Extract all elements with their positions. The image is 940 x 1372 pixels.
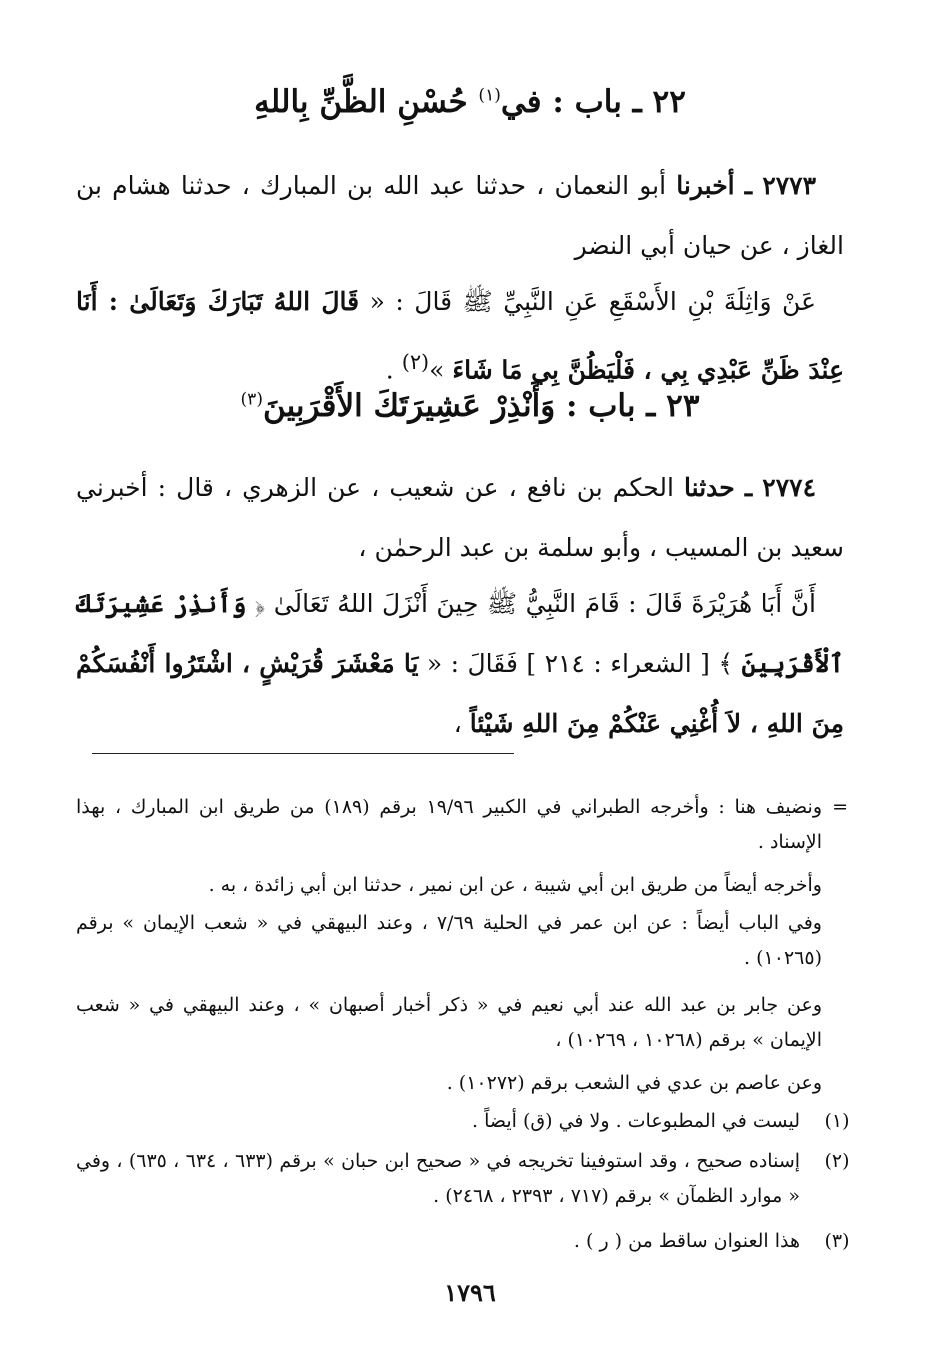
chapter-number: ٢٢ [652,84,686,120]
page-number: ١٧٩٦ [444,1278,496,1307]
chapter-prefix: : [565,388,578,424]
footnote-ref: (٢) [401,350,430,374]
verse-citation: [ الشعراء : ٢١٤ ] فَقَالَ : « [426,649,710,678]
footnote-number: (١) [824,1110,850,1132]
chapter-heading-22 [70,84,870,120]
footnote-continuation-4: وعن جابر بن عبد الله عند أبي نعيم في « ذكر أخبار أصبهان » ، وعند البيهقي في « شعب الإيمان » برقم (١٠٢٦٨ ، ١٠٢٦٩) ، [76,994,822,1051]
footnote-3: هذا العنوان ساقط من ( ر ) . [573,1230,800,1252]
isnad-text: أبو النعمان ، حدثنا عبد الله بن المبارك ، حدثنا هشام بن الغاز ، عن حيان أبي النضر [76,171,844,260]
footnote-1: ليست في المطبوعات . ولا في (ق) أيضاً . [472,1110,800,1132]
hadith-2773-matn [76,272,844,400]
matn-text: يَا مَعْشَرَ قُرَيْشٍ ، اشْتَرُوا أَنْفُسَكُمْ مِنَ اللهِ ، لاَ أُغْنِي عَنْكُمْ مِنَ اللهِ شَيْئاً [76,649,844,738]
matn-intro: أَنَّ أَبَا هُرَيْرَةَ قَالَ : قَامَ النَّبِيُّ ﷺ حِينَ أَنْزَلَ اللهُ تَعَالَىٰ ﴿ [254,589,816,618]
quran-verse: وَأَنذِرْ عَشِيرَتَكَ ٱلْأَقْرَبِينَ [76,589,844,678]
footnote-continuation-2: وأخرجه أيضاً من طريق ابن أبي شيبة ، عن ابن نمير ، حدثنا ابن أبي زائدة ، به . [208,874,822,896]
hadith-lead: حدثنا [684,473,735,502]
hadith-dash: ـ [744,473,753,502]
chapter-dash: ـ [646,388,656,424]
footnote-continuation-3: وفي الباب أيضاً : عن ابن عمر في الحلية ٧/٦٩ ، وعند البيهقي في « شعب الإيمان » برقم (١٠٢٦٥) . [76,912,822,969]
isnad-text: الحكم بن نافع ، عن شعيب ، عن الزهري ، قال : أخبرني سعيد بن المسيب ، وأبو سلمة بن عبد الرحمٰن ، [76,473,844,562]
matn-text: قَالَ اللهُ تَبَارَكَ وَتَعَالَىٰ : أَنَا عِنْدَ ظَنِّ عَبْدِي بِي ، فَلْيَظُنَّ بِي مَا شَاءَ [76,287,844,385]
footnote-continuation-5: وعن عاصم بن عدي في الشعب برقم (١٠٢٧٢) . [446,1072,822,1094]
hadith-2774-matn [76,574,844,754]
footnote-divider [92,753,514,754]
chapter-prefix: : في [500,84,564,120]
footnote-ref: (٣) [240,389,263,410]
hadith-number: ٢٧٧٤ [762,473,817,502]
matn-close: » [429,355,445,385]
matn-intro: عَنْ وَاثِلَةَ بْنِ الأَسْقَعِ عَنِ النَّبِيِّ ﷺ قَالَ : « [369,287,816,316]
footnote-ref: (١) [478,85,501,106]
hadith-2773-isnad [76,156,844,276]
matn-close: ، [453,709,462,738]
hadith-dash: ـ [744,171,753,200]
chapter-dash: ـ [632,84,642,120]
hadith-2774-isnad [76,458,844,578]
chapter-label: باب [574,84,622,120]
continuation-mark: = [832,796,848,818]
hadith-number: ٢٧٧٣ [762,171,817,200]
chapter-title: حُسْنِ الظَّنِّ بِاللهِ [254,84,468,120]
quran-close: ﴾ [718,649,733,678]
footnote-continuation-1: = ونضيف هنا : وأخرجه الطبراني في الكبير ١٩/٩٦ برقم (١٨٩) من طريق ابن المبارك ، بهذا الإسناد . [76,790,822,860]
footnote-2: إسناده صحيح ، وقد استوفينا تخريجه في « صحيح ابن حبان » برقم (٦٣٣ ، ٦٣٤ ، ٦٣٥) ، وفي « موارد الظمآن » برقم (٧١٧ ، ٢٣٩٣ ، ٢٤٦٨) . [76,1150,801,1207]
footnote-number: (٢) [824,1150,850,1172]
hadith-lead: أخبرنا [676,171,735,200]
chapter-heading-23 [70,388,870,424]
chapter-number: ٢٣ [666,388,700,424]
chapter-label: باب [588,388,636,424]
matn-end: . [385,355,394,385]
footnote-number: (٣) [824,1230,850,1252]
chapter-title: وَأَنْذِرْ عَشِيرَتَكَ الأَقْرَبِينَ [262,388,556,424]
